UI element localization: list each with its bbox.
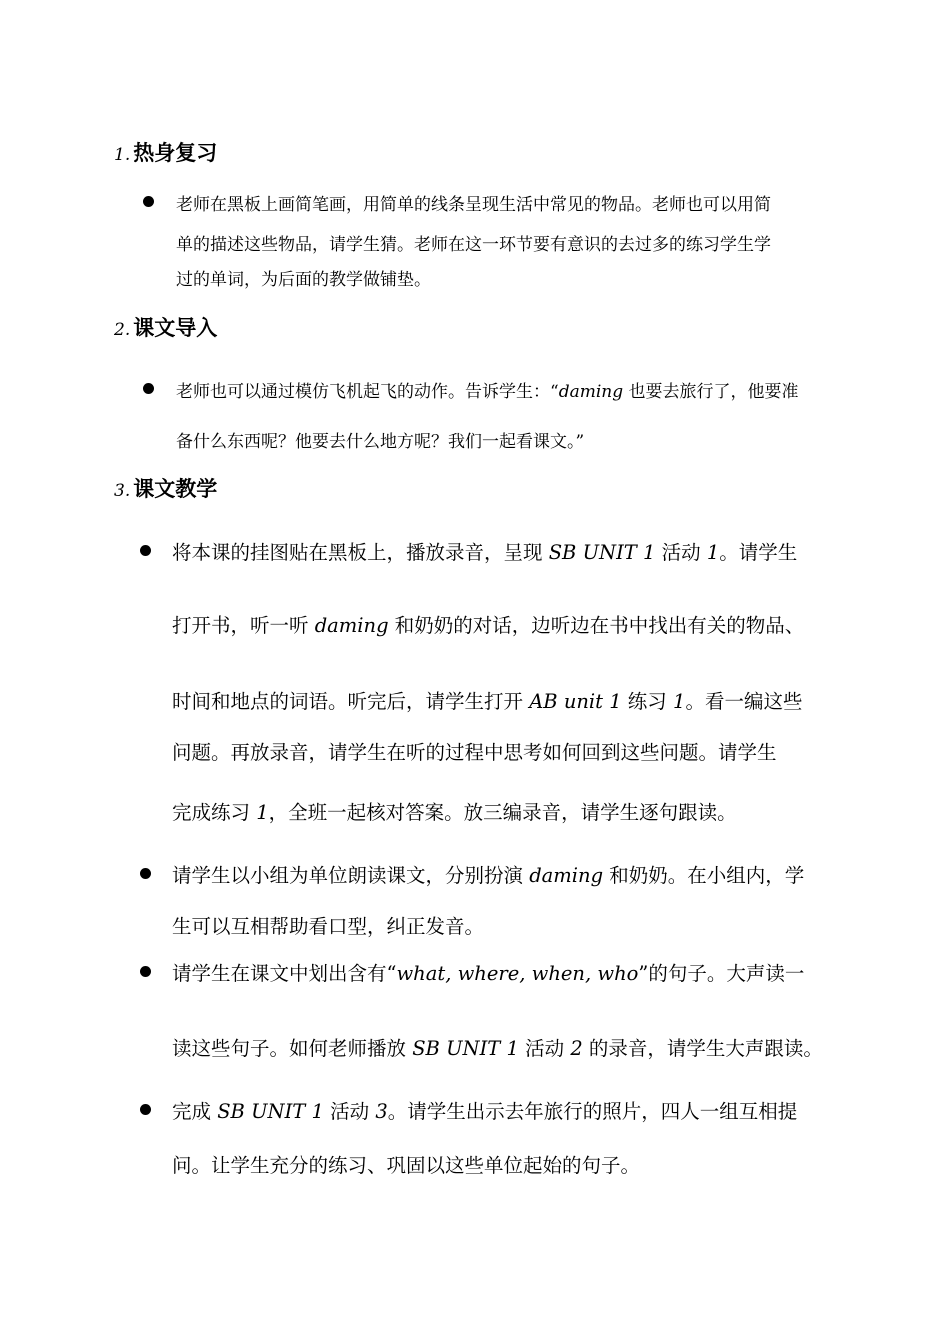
bullet-icon [140,545,151,556]
paragraph-line: 备什么东西呢？他要去什么地方呢？我们一起看课文。” [176,432,585,452]
paragraph-line: 请学生以小组为单位朗读课文，分别扮演 daming 和奶奶。在小组内，学 [172,864,805,887]
paragraph-line: 完成练习 1，全班一起核对答案。放三编录音，请学生逐句跟读。 [172,801,737,824]
paragraph-line: 生可以互相帮助看口型，纠正发音。 [172,915,485,938]
paragraph-line: 完成 SB UNIT 1 活动 3。请学生出示去年旅行的照片，四人一组互相提 [172,1100,798,1123]
section-number: 2. [114,320,131,340]
paragraph-line: 请学生在课文中划出含有“what, where, when, who”的句子。大声读一 [172,962,805,985]
bullet-icon [143,196,154,207]
paragraph-line: 将本课的挂图贴在黑板上，播放录音，呈现 SB UNIT 1 活动 1。请学生 [172,541,798,564]
paragraph-line: 老师在黑板上画简笔画，用简单的线条呈现生活中常见的物品。老师也可以用简 [176,195,771,215]
section-heading-1 [114,137,217,167]
section-title: 课文导入 [133,316,218,340]
paragraph-line: 老师也可以通过模仿飞机起飞的动作。告诉学生：“daming 也要去旅行了，他要准 [176,382,799,402]
bullet-icon [143,383,154,394]
section-title: 课文教学 [133,477,218,501]
section-number: 1. [114,145,131,165]
bullet-icon [140,966,151,977]
bullet-icon [140,1104,151,1115]
paragraph-line: 读这些句子。如何老师播放 SB UNIT 1 活动 2 的录音，请学生大声跟读。 [172,1037,823,1060]
paragraph-line: 问题。再放录音，请学生在听的过程中思考如何回到这些问题。请学生 [172,741,777,764]
section-heading-3 [114,473,217,503]
paragraph-line: 单的描述这些物品，请学生猜。老师在这一环节要有意识的去过多的练习学生学 [176,235,771,255]
paragraph-line: 过的单词，为后面的教学做铺垫。 [176,270,431,290]
paragraph-line: 时间和地点的词语。听完后，请学生打开 AB unit 1 练习 1。看一编这些 [172,690,803,713]
bullet-icon [140,868,151,879]
section-title: 热身复习 [133,141,218,165]
paragraph-line: 打开书，听一听 daming 和奶奶的对话，边听边在书中找出有关的物品、 [172,614,805,637]
section-heading-2 [114,312,217,342]
paragraph-line: 问。让学生充分的练习、巩固以这些单位起始的句子。 [172,1154,641,1177]
section-number: 3. [114,481,131,501]
